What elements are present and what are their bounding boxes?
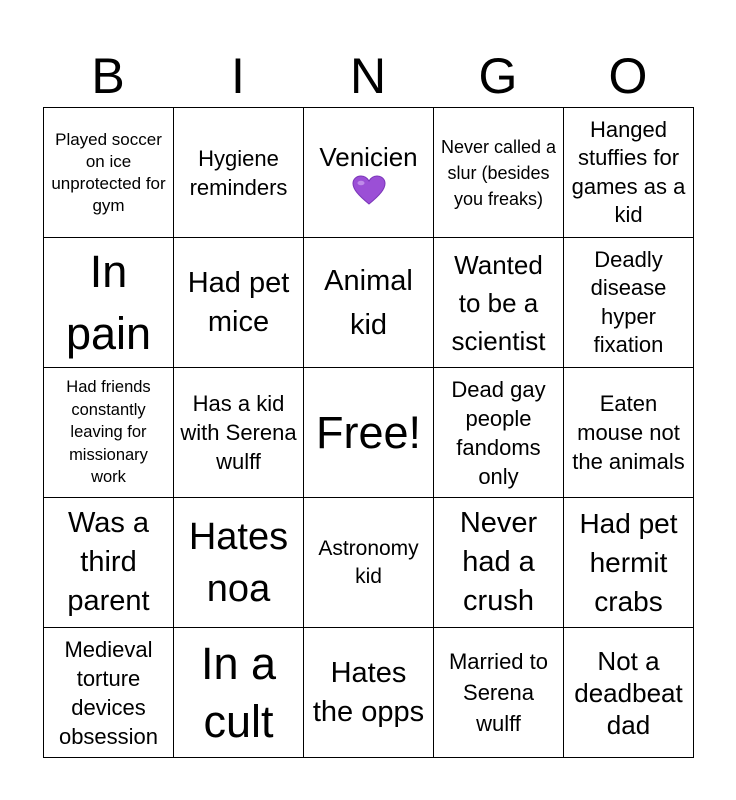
bingo-cell[interactable] — [44, 238, 174, 368]
purple-heart-icon — [352, 175, 386, 205]
bingo-cell[interactable] — [304, 498, 434, 628]
cell-text: Hanged stuffies for games as a kid — [571, 116, 686, 227]
cell-text: Had pet mice — [187, 266, 290, 338]
bingo-cell[interactable] — [434, 628, 564, 758]
bingo-cell[interactable] — [44, 108, 174, 238]
cell-text: Hygiene reminders — [189, 145, 288, 200]
cell-text: Medieval torture devices obsession — [58, 636, 159, 749]
header-letter-o: O — [608, 48, 648, 104]
cell-text: Venicien — [319, 141, 418, 172]
cell-text: In a cult — [200, 637, 277, 747]
header-letter-g: G — [478, 48, 518, 104]
cell-text: Animal kid — [324, 264, 413, 341]
cell-text: Dead gay people fandoms only — [451, 376, 546, 489]
header-letter-b: B — [91, 48, 125, 104]
cell-text: Never called a slur (besides you freaks) — [440, 136, 557, 209]
bingo-cell[interactable] — [174, 368, 304, 498]
bingo-cell[interactable] — [434, 108, 564, 238]
cell-text: Has a kid with Serena wulff — [180, 391, 297, 474]
header-letter-i: I — [231, 48, 245, 104]
bingo-board — [43, 107, 694, 758]
cell-text: Eaten mouse not the animals — [572, 391, 685, 474]
bingo-header — [43, 44, 693, 108]
bingo-cell[interactable] — [304, 628, 434, 758]
cell-text: Deadly disease hyper fixation — [590, 246, 667, 357]
bingo-cell[interactable] — [304, 238, 434, 368]
bingo-cell[interactable] — [44, 628, 174, 758]
bingo-cell[interactable] — [564, 498, 694, 628]
bingo-cell[interactable] — [434, 498, 564, 628]
cell-text: In pain — [65, 245, 152, 359]
cell-text: Was a third parent — [67, 507, 150, 617]
bingo-cell[interactable] — [304, 368, 434, 498]
cell-text: Never had a crush — [459, 507, 538, 617]
cell-text: Not a deadbeat dad — [574, 645, 683, 740]
cell-text: Had friends constantly leaving for missionary work — [66, 378, 151, 487]
cell-text: Wanted to be a scientist — [451, 249, 546, 356]
bingo-cell[interactable] — [174, 108, 304, 238]
cell-text: Married to Serena wulff — [448, 649, 549, 736]
bingo-cell[interactable] — [174, 628, 304, 758]
bingo-cell[interactable] — [174, 498, 304, 628]
cell-text: Had pet hermit crabs — [579, 508, 678, 617]
bingo-cell[interactable] — [564, 368, 694, 498]
bingo-cell[interactable] — [564, 238, 694, 368]
bingo-cell[interactable] — [564, 628, 694, 758]
cell-text: Hates noa — [188, 515, 289, 610]
bingo-cell[interactable] — [44, 498, 174, 628]
bingo-cell[interactable] — [434, 368, 564, 498]
bingo-cell[interactable] — [434, 238, 564, 368]
cell-text: Played soccer on ice unprotected for gym — [51, 129, 166, 215]
bingo-cell[interactable] — [44, 368, 174, 498]
header-letter-n: N — [349, 48, 387, 104]
bingo-cell[interactable] — [174, 238, 304, 368]
free-space: Free! — [315, 406, 422, 458]
cell-text: Hates the opps — [312, 656, 425, 728]
bingo-cell[interactable] — [564, 108, 694, 238]
bingo-cell[interactable] — [304, 108, 434, 238]
cell-text: Astronomy kid — [318, 536, 419, 588]
